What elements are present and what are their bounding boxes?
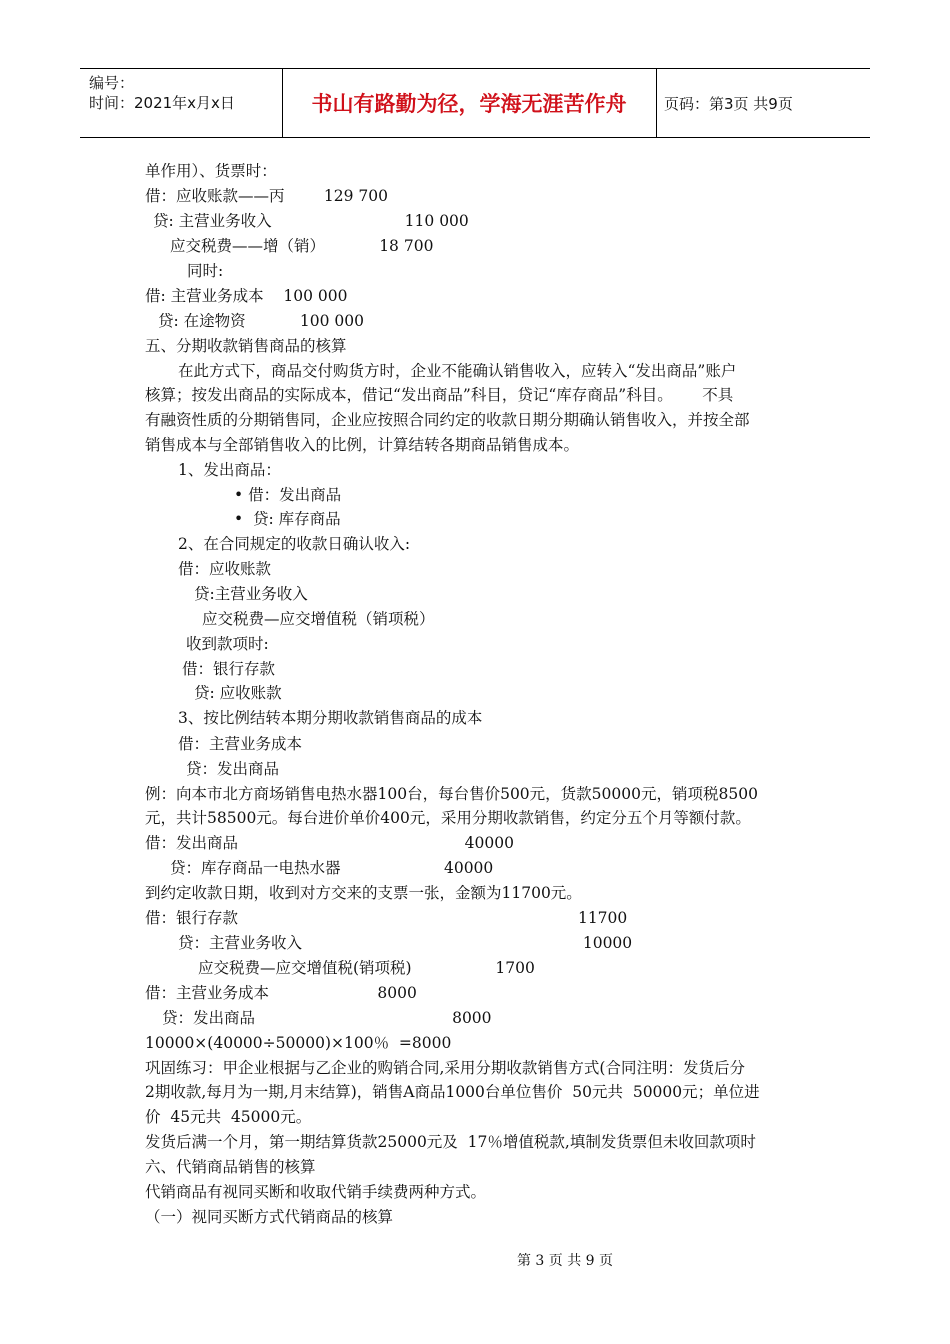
text-line: 巩固练习：甲企业根据与乙企业的购销合同,采用分期收款销售方式(合同注明：发货后分 [145,1059,745,1077]
text-line: 借：应收账款——丙 129 700 [145,187,389,205]
section-heading: 六、代销商品销售的核算 [145,1158,316,1176]
header-page-label: 页码：第3页 共9页 [664,94,793,113]
text-line: 应交税费—应交增值税(销项税) 1700 [198,959,535,977]
text-line: • 借：发出商品 [234,486,342,504]
text-line: 单作用）、货票时： [145,162,277,180]
text-line: 借：发出商品 40000 [145,834,514,852]
text-line: 贷：发出商品 8000 [162,1009,492,1027]
text-line: 核算；按发出商品的实际成本，借记“发出商品”科目，贷记“库存商品”科目。 不具 [145,386,734,404]
text-line: 贷: 主营业务收入 110 000 [153,212,469,230]
text-line: 应交税费——增（销） 18 700 [170,237,434,255]
header-motto: 书山有路勤为径，学海无涯苦作舟 [311,92,627,116]
text-line: 例：向本市北方商场销售电热水器100台，每台售价500元，货款50000元，销项税8500 [145,785,758,803]
text-line: 借：银行存款 [182,660,276,678]
time-label: 时间：2021年x月x日 [89,94,235,112]
text-line: 借：银行存款 11700 [145,909,628,927]
text-line: 3、按比例结转本期分期收款销售商品的成本 [178,709,483,727]
text-line: 贷: 在途物资 100 000 [158,312,364,330]
text-line: 应交税费—应交增值税（销项税） [202,610,435,628]
text-line: 借：主营业务成本 8000 [145,984,417,1002]
page-header [80,68,870,138]
text-line: 贷:主营业务收入 [194,585,308,603]
footer-page-number: 第 3 页 共 9 页 [516,1253,614,1269]
text-line: 借：应收账款 [178,560,272,578]
text-line: 10000×(40000÷50000)×100％ =8000 [145,1034,452,1052]
text-line: 贷：主营业务收入 10000 [178,934,633,952]
header-meta [89,73,235,113]
page-footer [0,1250,950,1270]
text-line: 2期收款,每月为一期,月末结算)，销售A商品1000台单位售价 50元共 50000元；单位进 [145,1083,760,1101]
text-line: 贷：发出商品 [186,760,280,778]
text-line: 销售成本与全部销售收入的比例，计算结转各期商品销售成本。 [145,436,580,454]
text-line: 同时: [187,262,224,280]
header-divider [656,69,657,137]
text-line: 到约定收款日期，收到对方交来的支票一张，金额为11700元。 [145,884,582,902]
text-line: 元，共计58500元。每台进价单价400元，采用分期收款销售，约定分五个月等额付款。 [145,809,751,827]
text-line: 借: 主营业务成本 100 000 [145,287,348,305]
text-line: 贷：库存商品一电热水器 40000 [170,859,494,877]
text-line: 代销商品有视同买断和收取代销手续费两种方式。 [145,1183,487,1201]
number-label: 编号： [89,74,135,92]
text-line: 收到款项时: [186,635,269,653]
text-line: 价 45元共 45000元。 [145,1108,312,1126]
text-line: 1、发出商品： [178,461,281,479]
section-heading: 五、分期收款销售商品的核算 [145,337,347,355]
text-line: （一）视同买断方式代销商品的核算 [145,1208,394,1226]
text-line: 有融资性质的分期销售同，企业应按照合同约定的收款日期分期确认销售收入，并按全部 [145,411,750,429]
text-line: 借：主营业务成本 [178,735,303,753]
text-line: 贷: 应收账款 [194,684,282,702]
text-line: • 贷: 库存商品 [234,510,341,528]
text-line: 在此方式下，商品交付购货方时，企业不能确认销售收入，应转入“发出商品”账户 [178,362,737,380]
text-line: 发货后满一个月，第一期结算货款25000元及 17％增值税款,填制发货票但未收回款项时 [145,1133,756,1151]
text-line: 2、在合同规定的收款日确认收入: [178,535,411,553]
